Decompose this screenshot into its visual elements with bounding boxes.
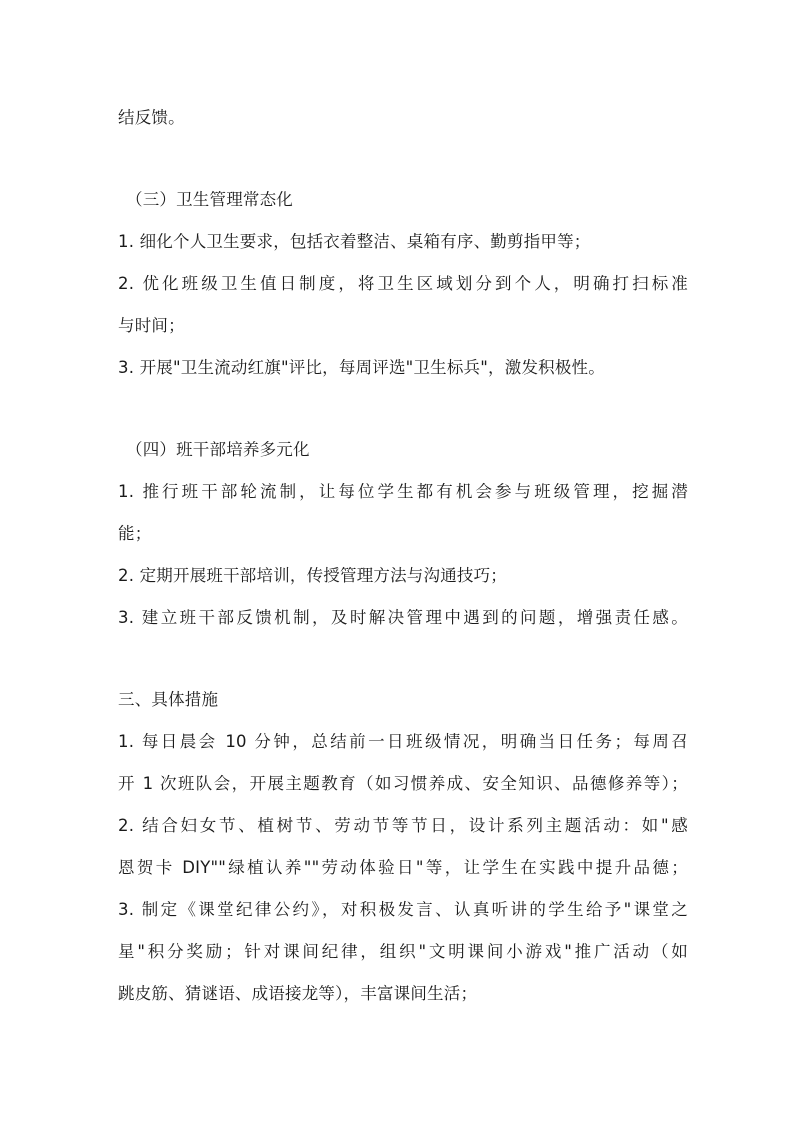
measures-item-3-line-3: 跳皮筋、猜谜语、成语接龙等），丰富课间生活； [118, 984, 478, 1003]
measures-item-1-line-2: 开 1 次班队会，开展主题教育（如习惯养成、安全知识、品德修养等）； [118, 774, 688, 793]
measures-item-3-line-1: 3. 制定《课堂纪律公约》，对积极发言、认真听讲的学生给予"课堂之 [118, 900, 688, 919]
hygiene-item-2-line-1: 2. 优化班级卫生值日制度，将卫生区域划分到个人，明确打扫标准 [118, 274, 688, 293]
section-heading-hygiene: （三）卫生管理常态化 [126, 190, 293, 209]
cadre-item-1-line-1: 1. 推行班干部轮流制，让每位学生都有机会参与班级管理，挖掘潜 [118, 482, 688, 501]
measures-item-2-line-2: 恩贺卡 DIY""绿植认养""劳动体验日"等，让学生在实践中提升品德； [118, 858, 688, 877]
hygiene-item-3: 3. 开展"卫生流动红旗"评比，每周评选"卫生标兵"，激发积极性。 [118, 358, 605, 377]
section-heading-measures: 三、具体措施 [118, 690, 219, 709]
hygiene-item-1: 1. 细化个人卫生要求，包括衣着整洁、桌箱有序、勤剪指甲等； [118, 232, 591, 251]
measures-item-1-line-1: 1. 每日晨会 10 分钟，总结前一日班级情况，明确当日任务；每周召 [118, 732, 688, 751]
cadre-item-3: 3. 建立班干部反馈机制，及时解决管理中遇到的问题，增强责任感。 [118, 608, 688, 627]
text-line-continuation: 结反馈。 [118, 108, 185, 127]
cadre-item-1-line-2: 能； [118, 524, 152, 543]
measures-item-3-line-2: 星"积分奖励；针对课间纪律，组织"文明课间小游戏"推广活动（如 [118, 942, 688, 961]
section-heading-class-cadre: （四）班干部培养多元化 [126, 440, 310, 459]
cadre-item-2: 2. 定期开展班干部培训，传授管理方法与沟通技巧； [118, 566, 507, 585]
measures-item-2-line-1: 2. 结合妇女节、植树节、劳动节等节日，设计系列主题活动：如"感 [118, 816, 688, 835]
hygiene-item-2-line-2: 与时间； [118, 316, 185, 335]
